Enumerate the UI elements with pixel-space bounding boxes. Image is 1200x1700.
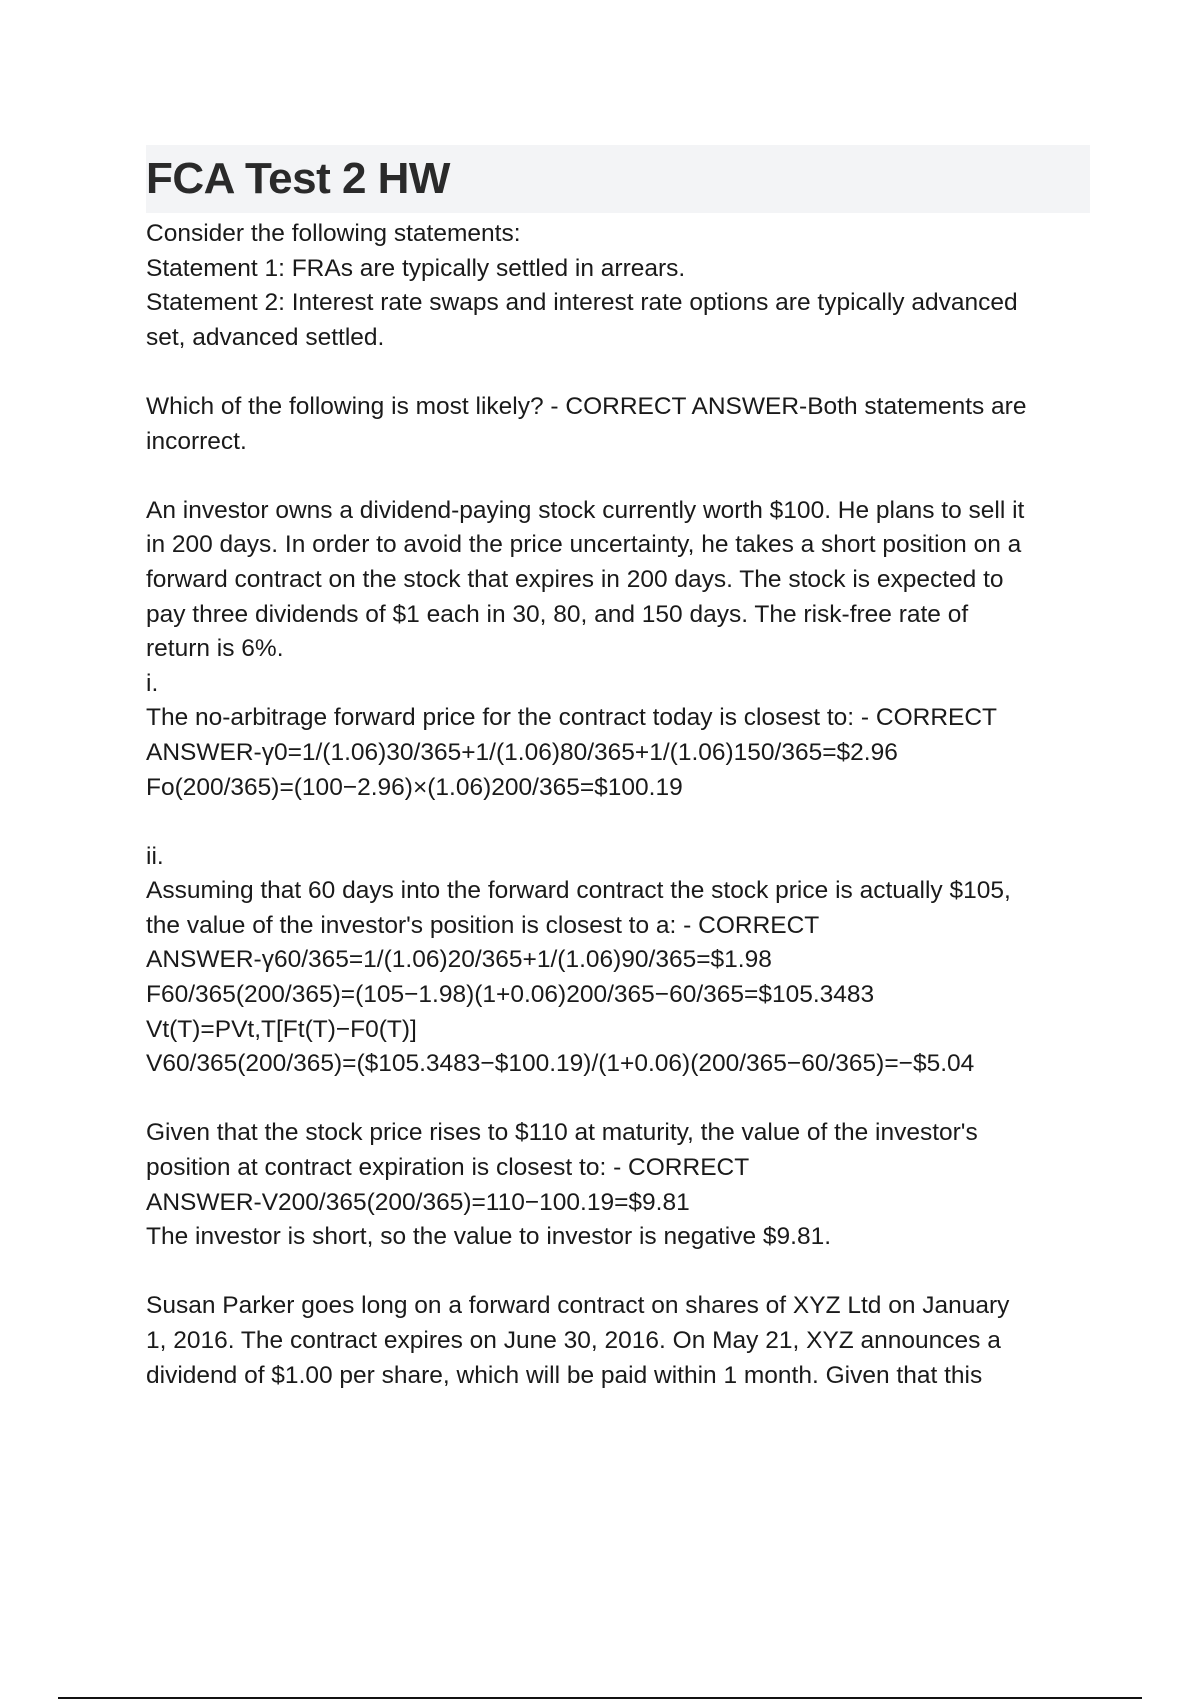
paragraph-question-1 — [146, 390, 1090, 459]
text-line: 1, 2016. The contract expires on June 30, 2016. On May 21, XYZ announces a — [146, 1327, 1001, 1354]
text-line: The investor is short, so the value to investor is negative $9.81. — [146, 1223, 832, 1251]
text-line: in 200 days. In order to avoid the price uncertainty, he takes a short position on a — [146, 531, 1022, 559]
text-line: incorrect. — [146, 427, 247, 455]
text-line: return is 6%. — [146, 635, 284, 663]
text-line: pay three dividends of $1 each in 30, 80, and 150 days. The risk-free rate of — [146, 600, 969, 628]
paragraph-investor-part-ii — [146, 840, 1090, 1082]
text-line: the value of the investor's position is closest to a: - CORRECT — [146, 911, 820, 939]
paragraph-gap — [146, 805, 1090, 840]
text-line: F60/365(200/365)=(105−1.98)(1+0.06)200/365−60/365=$105.3483 — [146, 981, 875, 1009]
text-line: Fo(200/365)=(100−2.96)×(1.06)200/365=$100.19 — [146, 773, 683, 801]
text-line: forward contract on the stock that expires in 200 days. The stock is expected to — [146, 565, 1004, 593]
paragraph-statements — [146, 217, 1090, 355]
page-title: FCA Test 2 HW — [146, 154, 450, 203]
text-line: Vt(T)=PVt,T[Ft(T)−F0(T)] — [146, 1015, 417, 1043]
title-bar — [146, 145, 1090, 213]
text-line: dividend of $1.00 per share, which will be paid within 1 month. Given that this — [146, 1361, 983, 1389]
document-body — [146, 217, 1090, 1393]
text-line: Given that the stock price rises to $110 at maturity, the value of the investor's — [146, 1119, 978, 1147]
paragraph-gap — [146, 1255, 1090, 1290]
text-line: ANSWER-γ60/365=1/(1.06)20/365+1/(1.06)90/365=$1.98 — [146, 946, 772, 974]
paragraph-gap — [146, 1082, 1090, 1117]
text-line: i. — [146, 669, 159, 697]
text-line: An investor owns a dividend-paying stock currently worth $100. He plans to sell it — [146, 496, 1025, 524]
text-line: ANSWER-γ0=1/(1.06)30/365+1/(1.06)80/365+1/(1.06)150/365=$2.96 — [146, 738, 898, 766]
paragraph-susan-parker — [146, 1289, 1090, 1393]
text-line: V60/365(200/365)=($105.3483−$100.19)/(1+0.06)(200/365−60/365)=−$5.04 — [146, 1050, 975, 1078]
paragraph-investor-part-i — [146, 494, 1090, 805]
paragraph-gap — [146, 355, 1090, 390]
text-line: ii. — [146, 842, 164, 870]
text-line: position at contract expiration is closest to: - CORRECT — [146, 1154, 750, 1182]
paragraph-gap — [146, 459, 1090, 494]
text-line: Consider the following statements: — [146, 220, 521, 247]
document-page — [146, 145, 1090, 1393]
text-line: The no-arbitrage forward price for the contract today is closest to: - CORRECT — [146, 704, 998, 732]
text-line: Susan Parker goes long on a forward contract on shares of XYZ Ltd on January — [146, 1292, 1010, 1320]
text-line: Statement 1: FRAs are typically settled in arrears. — [146, 254, 686, 282]
footer-divider — [58, 1697, 1142, 1699]
text-line: set, advanced settled. — [146, 323, 385, 351]
paragraph-maturity — [146, 1116, 1090, 1254]
text-line: Statement 2: Interest rate swaps and interest rate options are typically advanced — [146, 289, 1018, 317]
text-line: ANSWER-V200/365(200/365)=110−100.19=$9.81 — [146, 1188, 690, 1216]
text-line: Which of the following is most likely? - CORRECT ANSWER-Both statements are — [146, 392, 1027, 420]
text-line: Assuming that 60 days into the forward contract the stock price is actually $105, — [146, 877, 1011, 905]
